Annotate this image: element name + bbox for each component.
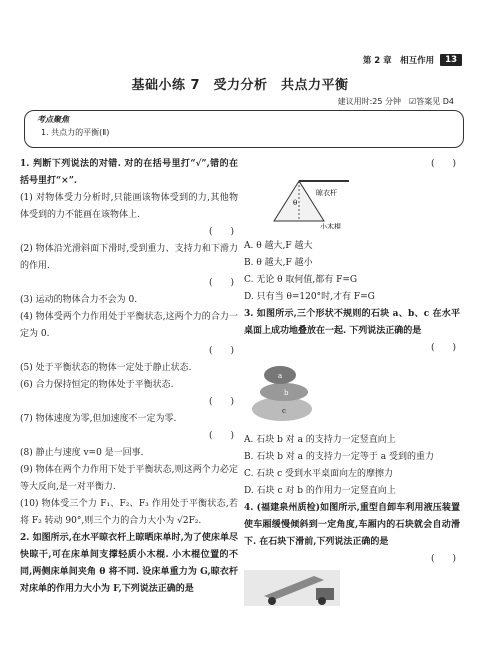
left-column bbox=[20, 156, 238, 598]
page-number: 13 bbox=[440, 54, 462, 66]
q1-item: (7) 物体速度为零,但加速度不一定为零. bbox=[20, 414, 177, 424]
q2-stem: 2. 如图所示,在水平晾衣杆上晾晒床单时,为了使床单尽快晾干,可在床单间支撑轻质小木棍. 小木棍位置的不同,两侧床单间夹角 θ 将不同. 设床单重力为 G,晾衣杆对床单的作用力大小为 F,下列说法正确的是 bbox=[20, 533, 238, 594]
q1-item: (4) 物体受两个力作用处于平衡状态,这两个力的合力一定为 0. bbox=[20, 312, 238, 339]
q4-figure bbox=[244, 570, 340, 606]
key-point-item: 1. 共点力的平衡(Ⅱ) bbox=[41, 128, 110, 137]
answer-paren: ( ) bbox=[430, 554, 456, 564]
q3-option: A. 石块 b 对 a 的支持力一定竖直向上 bbox=[244, 435, 396, 445]
fig-label: a bbox=[278, 372, 283, 380]
key-points-box bbox=[24, 110, 464, 148]
fig-label: θ bbox=[293, 199, 298, 207]
right-column bbox=[244, 156, 460, 615]
q2-option: A. θ 越大,F 越大 bbox=[244, 241, 313, 251]
q3-stem: 3. 如图所示,三个形状不规则的石块 a、b、c 在水平桌面上成功地叠放在一起. 下列说法正确的是 bbox=[244, 309, 460, 336]
q3-option: B. 石块 b 对 a 的支持力一定等于 a 受到的重力 bbox=[244, 452, 434, 462]
answer-paren: ( ) bbox=[208, 431, 234, 441]
answer-paren: ( ) bbox=[208, 278, 234, 288]
answer-paren: ( ) bbox=[208, 397, 234, 407]
q1-item: (8) 静止与速度 v=0 是一回事. bbox=[20, 448, 144, 458]
q2-option: C. 无论 θ 取何值,都有 F=G bbox=[244, 275, 358, 285]
q1-item: (3) 运动的物体合力不会为 0. bbox=[20, 295, 138, 305]
answer-paren: ( ) bbox=[208, 346, 234, 356]
fig-label: 小木棍 bbox=[320, 223, 341, 229]
q1-item: (5) 处于平衡状态的物体一定处于静止状态. bbox=[20, 363, 192, 373]
q1-stem: 1. 判断下列说法的对错. 对的在括号里打“√”,错的在括号里打“×”. bbox=[20, 159, 238, 186]
q1-item: (9) 物体在两个力作用下处于平衡状态,则这两个力必定等大反向,是一对平衡力. bbox=[20, 465, 238, 492]
answer-paren: ( ) bbox=[430, 159, 456, 169]
q3-option: D. 石块 c 对 b 的作用力一定竖直向上 bbox=[244, 486, 396, 496]
q1-item: (2) 物体沿光滑斜面下滑时,受到重力、支持力和下滑力的作用. bbox=[20, 244, 238, 271]
time-answer-note: 建议用时:25 分钟 ☑答案见 D4 bbox=[337, 97, 454, 106]
q1-item: (1) 对物体受力分析时,只能画该物体受到的力,其他物体受到的力不能画在该物体上. bbox=[20, 193, 238, 220]
fig-label: b bbox=[284, 389, 289, 397]
fig-label: c bbox=[282, 407, 286, 415]
page-header bbox=[363, 54, 462, 66]
q2-option: B. θ 越大,F 越小 bbox=[244, 258, 313, 268]
q4-stem: 4. (福建泉州质检)如图所示,重型自卸车利用液压装置使车厢缓慢倾斜到一定角度,车厢内的石块就会自动滑下. 在石块下滑前,下列说法正确的是 bbox=[244, 503, 460, 547]
q1-item: (10) 物体受三个力 F₁、F₂、F₃ 作用处于平衡状态,若将 F₂ 转动 90°,则三个力的合力大小为 √2F₂. bbox=[20, 499, 238, 526]
answer-paren: ( ) bbox=[208, 227, 234, 237]
q3-figure bbox=[244, 359, 322, 423]
key-points-label: 考点聚焦 bbox=[37, 115, 69, 124]
q3-option: C. 石块 c 受到水平桌面向左的摩擦力 bbox=[244, 469, 394, 479]
answer-paren: ( ) bbox=[430, 343, 456, 353]
q2-figure bbox=[244, 175, 354, 229]
q1-item: (6) 合力保持恒定的物体处于平衡状态. bbox=[20, 380, 174, 390]
fig-label: 晾衣杆 bbox=[316, 189, 337, 197]
page-title: 基础小练 7 受力分析 共点力平衡 bbox=[131, 78, 349, 93]
q2-option: D. 只有当 θ=120°时,才有 F=G bbox=[244, 292, 375, 302]
chapter-label: 第 2 章 相互作用 bbox=[362, 56, 435, 66]
